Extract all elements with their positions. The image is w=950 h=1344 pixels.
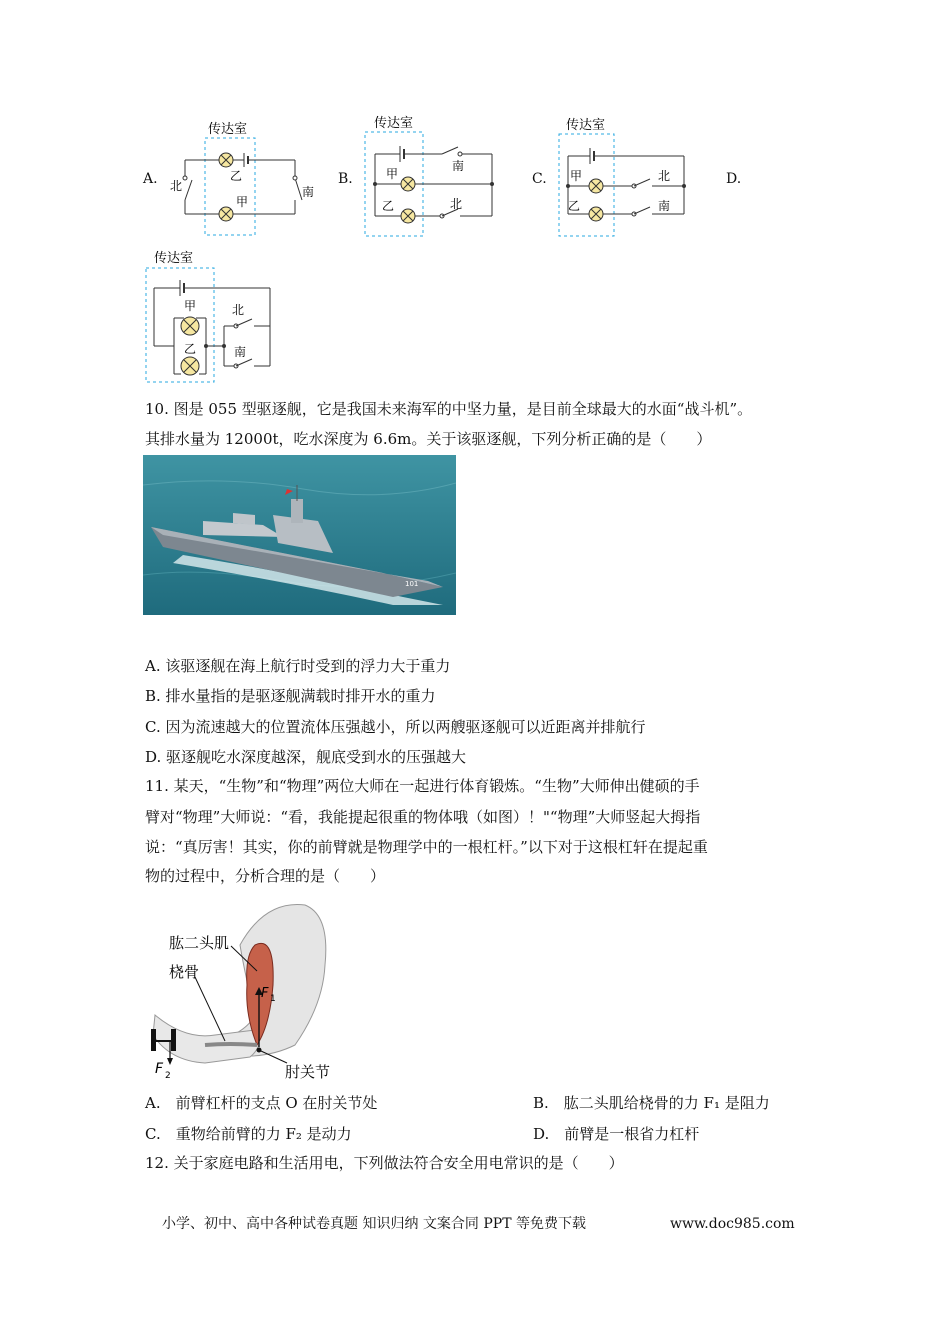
- svg-text:乙: 乙: [230, 169, 243, 183]
- option-c-label: C.: [532, 171, 547, 187]
- q10-option-d: D. 驱逐舰吃水深度越深，舰底受到水的压强越大: [145, 748, 467, 766]
- svg-text:北: 北: [232, 303, 245, 317]
- label-f2-sub: 2: [165, 1071, 171, 1081]
- q10-option-a: A. 该驱逐舰在海上航行时受到的浮力大于重力: [145, 657, 451, 675]
- switch-south-icon: [295, 178, 302, 200]
- label-elbow: 肘关节: [285, 1063, 331, 1081]
- room-label: 传达室: [208, 122, 248, 137]
- q10-option-c: C. 因为流速越大的位置流体压强越小，所以两艘驱逐舰可以近距离并排航行: [145, 718, 646, 736]
- question-10-line1: 10. 图是 055 型驱逐舰，它是我国未来海军的中坚力量，是目前全球最大的水面“战斗机”。: [145, 400, 753, 418]
- circuit-diagram-d: [140, 246, 280, 386]
- question-11-line1: 11. 某天，“生物”和“物理”两位大师在一起进行体育锻炼。“生物”大师伸出健硕的手: [145, 777, 700, 795]
- label-f2: F: [155, 1061, 164, 1077]
- svg-text:南: 南: [452, 159, 465, 173]
- svg-text:南: 南: [234, 345, 247, 359]
- footer-text: 小学、初中、高中各种试卷真题 知识归纳 文案合同 PPT 等免费下载: [162, 1216, 586, 1232]
- switch-south-icon: [634, 207, 650, 214]
- switch-north-icon: [236, 319, 252, 326]
- hull-number: 101: [405, 580, 419, 588]
- svg-text:北: 北: [658, 169, 671, 183]
- svg-text:乙: 乙: [184, 342, 197, 356]
- question-12-line1: 12. 关于家庭电路和生活用电，下列做法符合安全用电常识的是（ ）: [145, 1154, 624, 1172]
- svg-text:传达室: 传达室: [374, 116, 414, 131]
- switch-south-icon: [236, 359, 252, 366]
- q10-option-b: B. 排水量指的是驱逐舰满载时排开水的重力: [145, 687, 436, 705]
- destroyer-photo: [143, 455, 456, 615]
- question-10-line2: 其排水量为 12000t，吃水深度为 6.6m。关于该驱逐舰，下列分析正确的是（ ）: [145, 430, 712, 448]
- svg-text:南: 南: [302, 185, 315, 199]
- label-f1: F: [261, 986, 269, 1001]
- svg-text:乙: 乙: [382, 199, 395, 213]
- footer-url[interactable]: www.doc985.com: [670, 1216, 795, 1232]
- option-d-label: D.: [726, 171, 742, 187]
- svg-text:甲: 甲: [184, 299, 197, 313]
- switch-north-icon: [185, 180, 192, 200]
- svg-text:甲: 甲: [386, 167, 399, 181]
- option-b-label: B.: [338, 171, 353, 187]
- arm-lever-figure: [145, 895, 360, 1085]
- svg-text:甲: 甲: [236, 195, 249, 209]
- svg-text:南: 南: [658, 199, 671, 213]
- circuit-diagram-b: [362, 112, 502, 240]
- option-a-label: A.: [143, 171, 158, 187]
- q11-option-a: A. 前臂杠杆的支点 O 在肘关节处: [145, 1094, 378, 1112]
- q11-option-d: D. 前臂是一根省力杠杆: [533, 1125, 700, 1143]
- question-11-line2: 臂对“物理”大师说：“看，我能提起很重的物体哦（如图）！"“物理”大师竖起大拇指: [145, 808, 701, 826]
- switch-south-icon: [442, 147, 458, 154]
- svg-text:北: 北: [170, 179, 183, 193]
- question-11-line3: 说：“真厉害！其实，你的前臂就是物理学中的一根杠杆。”以下对于这根杠轩在提起重: [145, 838, 708, 856]
- q11-option-c: C. 重物给前臂的力 F₂ 是动力: [145, 1125, 352, 1143]
- room-box: [205, 138, 255, 235]
- label-f1-sub: 1: [270, 994, 276, 1004]
- svg-text:乙: 乙: [568, 199, 581, 213]
- svg-text:北: 北: [450, 197, 463, 211]
- label-radius: 桡骨: [169, 963, 200, 981]
- q11-option-b: B. 肱二头肌给桡骨的力 F₁ 是阻力: [533, 1094, 770, 1112]
- circuit-diagram-a: [160, 118, 330, 240]
- svg-text:传达室: 传达室: [154, 251, 194, 266]
- switch-north-icon: [634, 179, 650, 186]
- svg-text:甲: 甲: [570, 169, 583, 183]
- question-11-line4: 物的过程中，分析合理的是（ ）: [145, 867, 386, 885]
- label-biceps: 肱二头肌: [169, 934, 230, 952]
- svg-text:传达室: 传达室: [566, 118, 606, 133]
- circuit-diagram-c: [554, 114, 694, 240]
